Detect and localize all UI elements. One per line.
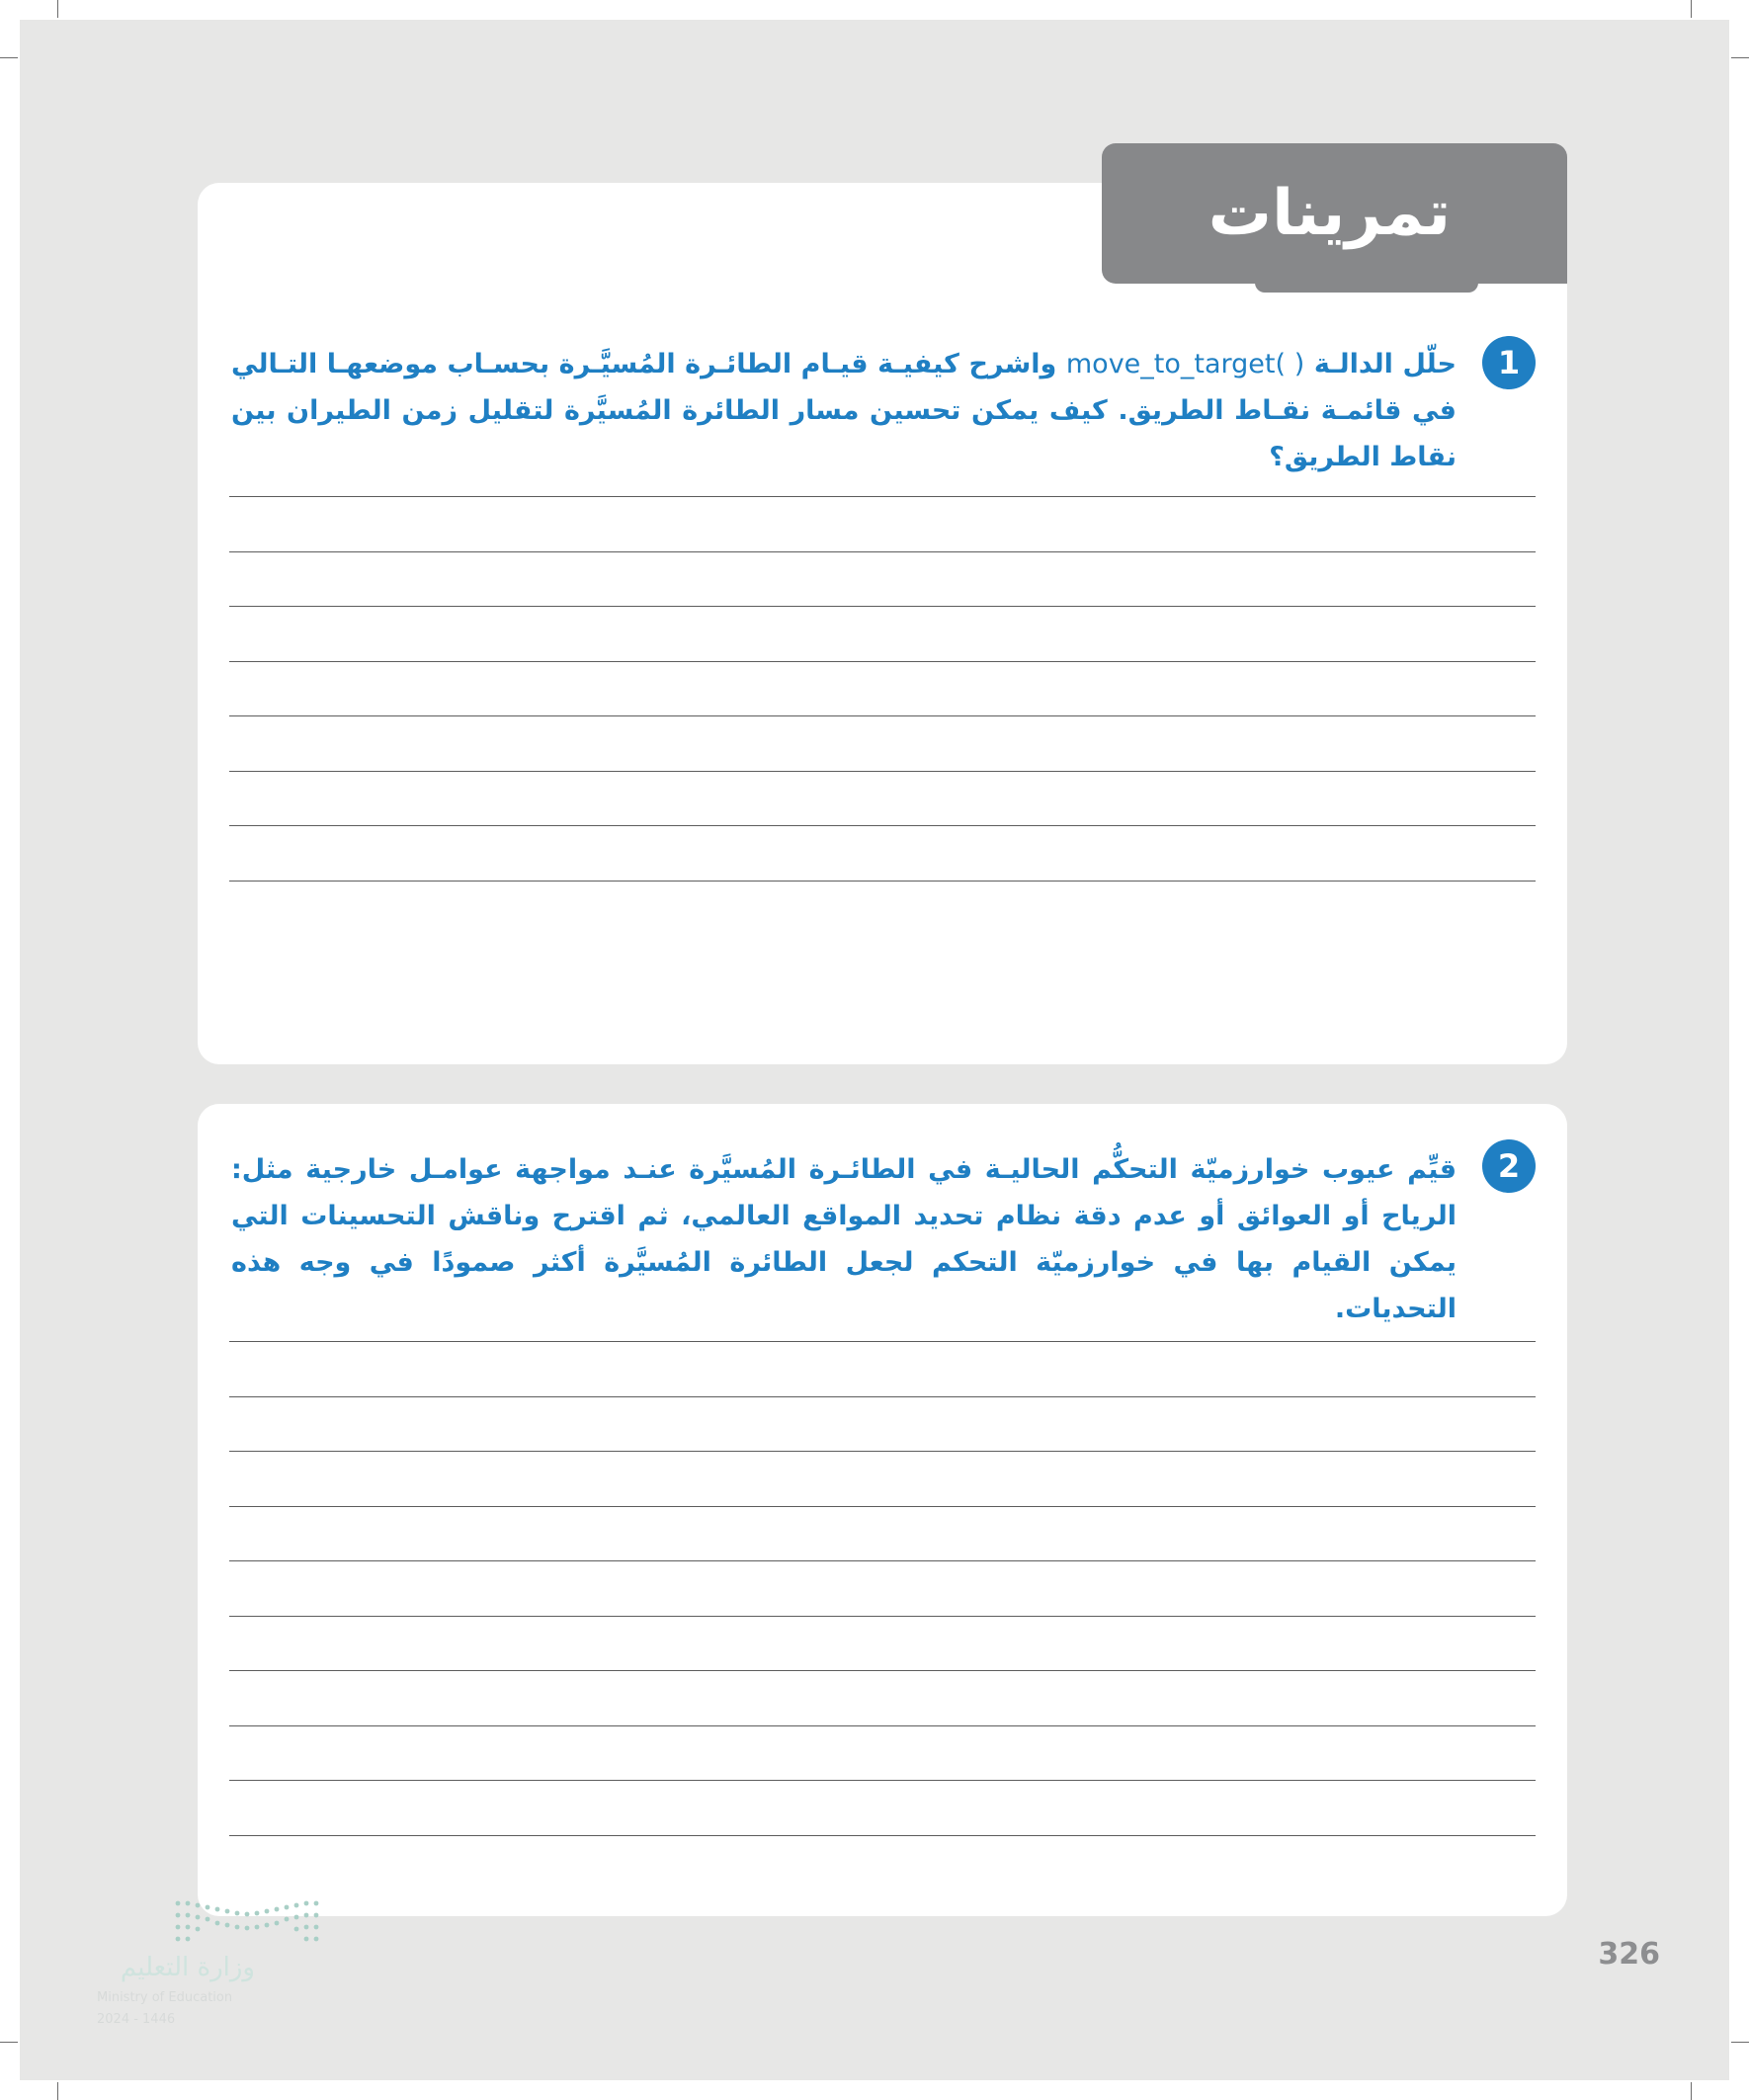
question-text: حلّل الدالـة bbox=[1313, 349, 1458, 379]
answer-line[interactable] bbox=[229, 661, 1536, 716]
answer-line[interactable] bbox=[229, 1341, 1536, 1396]
answer-line[interactable] bbox=[229, 606, 1536, 661]
question-text: واشرح كيفيـة قيـام الطائـرة المُسيَّـرة بحسـاب موضعهـا التـالي في قائمـة نقـاط الطريق. كيف يمكن تحسين مسار الطائرة المُسيَّرة لتقليل زمن الطيران بين نقاط الطريق؟ bbox=[231, 349, 1457, 472]
page-title: تمرينات bbox=[1208, 177, 1451, 250]
answer-line[interactable] bbox=[229, 1451, 1536, 1506]
answer-line[interactable] bbox=[229, 1835, 1536, 1890]
crop-mark bbox=[1691, 0, 1692, 18]
answer-line[interactable] bbox=[229, 1616, 1536, 1671]
exercise-question: قيِّم عيوب خوارزميّة التحكُّم الحاليـة في الطائـرة المُسيَّرة عنـد مواجهة عوامـل خارجية مثل: الرياح أو العوائق أو عدم دقة نظام تحديد المواقع العالمي، ثم اقترح وناقش التحسينات التي يمكن القيام بها في خوارزميّة التحكم لجعل الطائرة المُسيَّرة أكثر صمودًا في وجه هذه التحديات. bbox=[231, 1154, 1457, 1324]
logo-year: 2024 - 1446 bbox=[97, 2012, 176, 2027]
answer-line[interactable] bbox=[229, 881, 1536, 936]
answer-area-2[interactable] bbox=[229, 1341, 1536, 1890]
answer-area-1[interactable] bbox=[229, 496, 1536, 935]
exercise-number-badge: 2 bbox=[1482, 1139, 1536, 1193]
exercise-question bbox=[231, 341, 1457, 480]
answer-line[interactable] bbox=[229, 551, 1536, 607]
crop-mark bbox=[57, 2082, 58, 2100]
crop-mark bbox=[0, 2042, 18, 2043]
answer-line[interactable] bbox=[229, 1780, 1536, 1835]
answer-line[interactable] bbox=[229, 1560, 1536, 1616]
exercise-number-badge: 1 bbox=[1482, 336, 1536, 389]
page-number: 326 bbox=[1598, 1937, 1660, 1972]
logo-dots-icon bbox=[172, 1895, 322, 1945]
crop-mark bbox=[1731, 57, 1749, 58]
answer-line[interactable] bbox=[229, 1725, 1536, 1781]
function-name: move_to_target( ) bbox=[1065, 349, 1305, 379]
crop-mark bbox=[57, 0, 58, 18]
answer-line[interactable] bbox=[229, 1506, 1536, 1561]
crop-mark bbox=[1731, 2042, 1749, 2043]
answer-line[interactable] bbox=[229, 771, 1536, 826]
title-tab bbox=[1102, 143, 1567, 284]
answer-line[interactable] bbox=[229, 715, 1536, 771]
answer-line[interactable] bbox=[229, 496, 1536, 551]
logo-subtitle: Ministry of Education bbox=[97, 1990, 233, 2005]
logo-name: وزارة التعليم bbox=[120, 1953, 255, 1982]
answer-line[interactable] bbox=[229, 1670, 1536, 1725]
ministry-logo bbox=[97, 1895, 324, 2034]
answer-line[interactable] bbox=[229, 1396, 1536, 1452]
answer-line[interactable] bbox=[229, 825, 1536, 881]
crop-mark bbox=[0, 57, 18, 58]
crop-mark bbox=[1691, 2082, 1692, 2100]
